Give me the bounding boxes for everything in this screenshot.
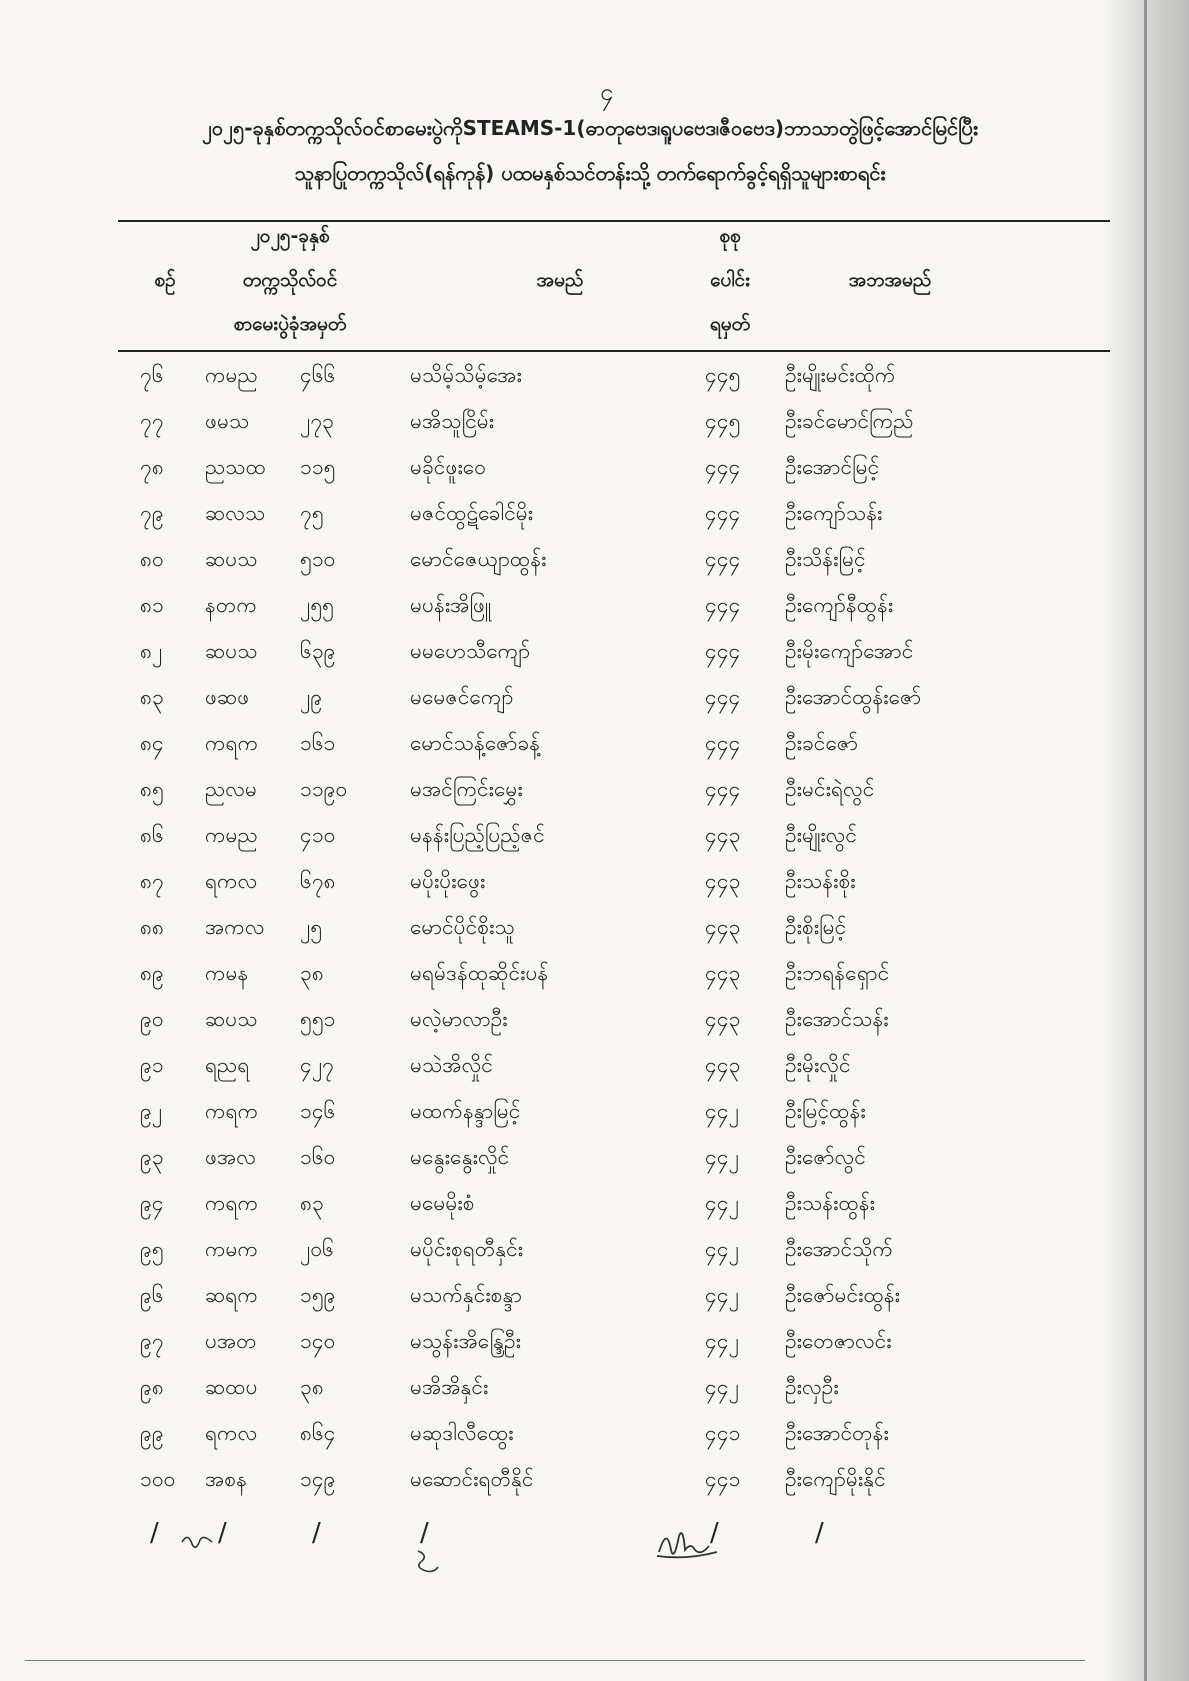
table-row [0,638,1189,684]
document-title-line-2: သူနာပြုတက္ကသိုလ်(ရန်ကုန်) ပထမနှစ်သင်တန်းသို့ တက်ရောက်ခွင့်ရရှိသူများစာရင်း [294,161,886,185]
cell-total-marks: ၄၄၁ [705,1467,741,1491]
cell-serial: ၉၅ [140,1237,164,1261]
cell-name: မသက်နှင်းစန္ဒာ [410,1283,522,1307]
cell-roll-number: ၄၂၇ [300,1053,334,1077]
cell-roll-code: ပအတ [205,1329,257,1353]
cell-roll-code: ဆပသ [205,547,258,571]
table-row [0,1006,1189,1052]
cell-father-name: ဦးဇော်မင်းထွန်း [785,1283,900,1307]
header-serial-no: စဉ် [154,269,176,291]
cell-name: မထက်နန္ဒာမြင့် [410,1099,521,1123]
cell-total-marks: ၄၄၄ [705,777,741,801]
cell-serial: ၉၈ [140,1375,164,1399]
cell-total-marks: ၄၄၂ [705,1329,739,1353]
cell-total-marks: ၄၄၃ [705,915,741,939]
table-row [0,454,1189,500]
handwritten-signature [655,1522,725,1562]
cell-total-marks: ၄၄၃ [705,869,741,893]
cell-roll-number: ၂၉ [300,685,323,709]
cell-roll-number: ၈၃ [300,1191,324,1215]
cell-roll-number: ၂၅ [300,915,323,939]
table-row [0,1374,1189,1420]
cell-name: မလဲ့မာလာဦး [410,1007,508,1031]
check-mark: / [815,1518,824,1548]
table-row [0,730,1189,776]
cell-name: မအိအိနှင်း [410,1375,489,1399]
cell-serial: ၁၀၀ [140,1467,176,1491]
cell-serial: ၇၉ [140,501,164,525]
cell-roll-number: ၆၃၉ [300,639,336,663]
cell-father-name: ဦးမြင့်ထွန်း [785,1099,866,1123]
cell-total-marks: ၄၄၂ [705,1191,739,1215]
cell-father-name: ဦးအောင်တုန်း [785,1421,889,1445]
cell-father-name: ဦးကျော်မိုးနိုင် [785,1467,886,1491]
initials-signature [180,1530,214,1552]
cell-serial: ၈၄ [140,731,164,755]
cell-name: မအိသူငြိမ်း [410,409,495,433]
header-roll-line-3: စာမေးပွဲခုံအမှတ် [233,313,347,335]
check-mark: / [218,1518,227,1548]
cell-total-marks: ၄၄၂ [705,1283,739,1307]
table-row [0,960,1189,1006]
table-row [0,1052,1189,1098]
cell-roll-code: ဆပသ [205,1007,258,1031]
cell-roll-code: ရကလ [205,869,258,893]
cell-roll-number: ၄၁၀ [300,823,336,847]
cell-roll-code: ဆပသ [205,639,258,663]
cell-total-marks: ၄၄၄ [705,501,741,525]
cell-father-name: ဦးကျော်နီထွန်း [785,593,894,617]
cell-roll-code: အစန [205,1467,247,1491]
cell-name: မပန်းအိဖြူ [410,593,492,617]
cell-father-name: ဦးသိန်းမြင့် [785,547,866,571]
cell-roll-number: ၂၇၃ [300,409,334,433]
header-name: အမည် [536,269,584,291]
cell-roll-code: ကရက [205,1191,259,1215]
header-marks-line-3: ရမှတ် [709,313,751,335]
cell-name: မသိမ့်သိမ့်အေး [410,363,522,387]
cell-name: မသဲအိလှိုင် [410,1053,493,1077]
cell-roll-number: ၅၁၀ [300,547,336,571]
cell-roll-code: ရကလ [205,1421,258,1445]
table-row [0,1190,1189,1236]
cell-total-marks: ၄၄၄ [705,455,741,479]
cell-father-name: ဦးမျိုးလွင် [785,823,857,847]
table-row [0,868,1189,914]
cell-roll-code: ဖမသ [205,409,250,433]
header-marks-line-1: စုစု [719,225,741,247]
cell-roll-number: ၁၄၉ [300,1467,336,1491]
cell-father-name: ဦးမျိုးမင်းထိုက် [785,363,896,387]
cell-roll-code: ကရက [205,731,259,755]
cell-name: မမေမိုးစံ [410,1191,475,1215]
table-row [0,1282,1189,1328]
cell-roll-number: ၂၅၅ [300,593,334,617]
table-row [0,1236,1189,1282]
cell-roll-number: ၈၆၄ [300,1421,336,1445]
check-mark: / [710,1518,719,1548]
cell-total-marks: ၄၄၂ [705,1237,739,1261]
cell-name: မဇင်ထွဋ်ခေါင်မိုး [410,501,534,525]
table-row [0,362,1189,408]
cell-roll-code: ညသထ [205,455,266,479]
cell-total-marks: ၄၄၄ [705,685,741,709]
cell-father-name: ဦးဘရန်ရှောင် [785,961,890,985]
cell-roll-number: ၄၆၆ [300,363,336,387]
page-number: ၄ [600,78,614,106]
cell-total-marks: ၄၄၄ [705,639,741,663]
cell-total-marks: ၄၄၄ [705,731,741,755]
cell-roll-number: ၁၆၀ [300,1145,336,1169]
cell-roll-number: ၃၈ [300,961,324,985]
cell-roll-number: ၁၁၉၀ [300,777,348,801]
cell-father-name: ဦးခင်ဇော် [785,731,858,755]
header-roll-line-2: တက္ကသိုလ်ဝင် [242,269,338,291]
cell-father-name: ဦးမိုးလှိုင် [785,1053,851,1077]
cell-serial: ၈၆ [140,823,164,847]
cell-name: မရမ်ဒန်ထုဆိုင်းပန် [410,961,549,985]
cell-roll-code: ကမည [205,363,258,387]
cell-father-name: ဦးလှဦး [785,1375,839,1399]
cell-roll-code: ရညရ [205,1053,250,1077]
cell-roll-number: ၃၈ [300,1375,324,1399]
cell-serial: ၈၅ [140,777,164,801]
table-row [0,592,1189,638]
cell-father-name: ဦးမင်းရဲလွင် [785,777,875,801]
cell-father-name: ဦးအောင်သိုက် [785,1237,893,1261]
cell-roll-code: ကရက [205,1099,259,1123]
cell-roll-code: ညလမ [205,777,257,801]
table-row [0,546,1189,592]
cell-roll-number: ၇၅ [300,501,324,525]
cell-serial: ၇၇ [140,409,164,433]
cell-father-name: ဦးဇော်လွင် [785,1145,866,1169]
cell-roll-code: ဖအလ [205,1145,256,1169]
cell-total-marks: ၄၄၅ [705,409,741,433]
cell-roll-code: ဖဆဖ [205,685,250,709]
cell-roll-code: အကလ [205,915,265,939]
cell-serial: ၇၈ [140,455,164,479]
bottom-edge-line [25,1660,1085,1661]
cell-father-name: ဦးမိုးကျော်အောင် [785,639,914,663]
cell-father-name: ဦးအောင်မြင့် [785,455,880,479]
cell-roll-code: ဆရက [205,1283,258,1307]
cell-roll-code: ကမည [205,823,258,847]
cell-total-marks: ၄၄၃ [705,961,741,985]
cell-name: မသွန်းအိန္ဒြေဦး [410,1329,521,1353]
cell-roll-code: ကမက [205,1237,259,1261]
check-mark: / [150,1518,159,1548]
table-header-rule [118,350,1110,352]
cell-father-name: ဦးသန်းစိုး [785,869,856,893]
table-row [0,1420,1189,1466]
cell-name: မခိုင်ဖူးဝေ [410,455,486,479]
cell-serial: ၉၂ [140,1099,163,1123]
cell-name: မဆုဒါလီထွေး [410,1421,514,1445]
cell-father-name: ဦးအောင်သန်း [785,1007,889,1031]
cell-roll-code: နတက [205,593,257,617]
cell-serial: ၉၆ [140,1283,164,1307]
table-top-rule [118,220,1110,222]
cell-name: မနွေးနွေးလှိုင် [410,1145,510,1169]
cell-roll-number: ၁၆၁ [300,731,336,755]
table-row [0,408,1189,454]
cell-serial: ၉၉ [140,1421,164,1445]
cell-father-name: ဦးခင်မောင်ကြည် [785,409,914,433]
check-mark: / [420,1518,429,1548]
cell-total-marks: ၄၄၄ [705,547,741,571]
cell-name: မောင်သန့်ဇော်ခန့် [410,731,541,755]
cell-name: မောင်ပိုင်စိုးသူ [410,915,515,939]
document-title-line-1: ၂၀၂၅-ခုနှစ်တက္ကသိုလ်ဝင်စာမေးပွဲကိုSTEAMS-1(ဓာတုဗေဒ၊ရူပဗေဒ၊ဇီဝဗေဒ)ဘာသာတွဲဖြင့်အောင်မြင်ပြီး [202,116,978,140]
check-mark: / [312,1518,321,1548]
table-row [0,776,1189,822]
table-row [0,684,1189,730]
cell-serial: ၉၄ [140,1191,164,1215]
table-row [0,1328,1189,1374]
cell-serial: ၉၃ [140,1145,164,1169]
cell-name: မောင်ဇေယျာထွန်း [410,547,547,571]
cell-serial: ၈၈ [140,915,164,939]
cell-serial: ၈၃ [140,685,164,709]
header-marks-line-2: ပေါင်း [710,269,750,291]
cell-name: မမဟေသီကျော် [410,639,531,663]
cell-roll-number: ၆၇၈ [300,869,336,893]
cell-father-name: ဦးတေဇာလင်း [785,1329,892,1353]
cell-serial: ၈၇ [140,869,164,893]
cell-total-marks: ၄၄၂ [705,1375,739,1399]
cell-roll-number: ၅၅၁ [300,1007,336,1031]
cell-name: မအင်ကြင်းမွှေး [410,777,523,801]
cell-total-marks: ၄၄၃ [705,823,741,847]
cell-roll-code: ကမန [205,961,249,985]
table-row [0,1466,1189,1512]
cell-name: မဆောင်းရတီနိုင် [410,1467,534,1491]
cell-name: မနန်းပြည့်ပြည့်ဇင် [410,823,545,847]
header-father-name: အဘအမည် [848,269,932,291]
cell-serial: ၉၀ [140,1007,164,1031]
cell-name: မပိုင်းစုရတီနှင်း [410,1237,524,1261]
table-row [0,822,1189,868]
table-row [0,914,1189,960]
cell-total-marks: ၄၄၂ [705,1145,739,1169]
cell-name: မပိုးပိုးဖွေး [410,869,486,893]
cell-serial: ၇၆ [140,363,164,387]
cell-serial: ၈၁ [140,593,164,617]
header-roll-line-1: ၂၀၂၅-ခုနှစ် [250,225,330,247]
cell-roll-code: ဆထပ [205,1375,258,1399]
table-row [0,1144,1189,1190]
cell-total-marks: ၄၄၄ [705,593,741,617]
cell-roll-number: ၁၁၅ [300,455,336,479]
cell-serial: ၉၇ [140,1329,164,1353]
cell-total-marks: ၄၄၁ [705,1421,741,1445]
cell-roll-number: ၁၅၉ [300,1283,336,1307]
cell-total-marks: ၄၄၅ [705,363,741,387]
cell-father-name: ဦးစိုးမြင့် [785,915,847,939]
cell-serial: ၈၂ [140,639,163,663]
cell-serial: ၈၉ [140,961,164,985]
initials-signature [412,1545,442,1581]
cell-name: မမေဇင်ကျော် [410,685,514,709]
cell-father-name: ဦးသန်းထွန်း [785,1191,875,1215]
cell-roll-number: ၁၄၀ [300,1329,336,1353]
cell-father-name: ဦးကျော်သန်း [785,501,883,525]
cell-total-marks: ၄၄၃ [705,1007,741,1031]
cell-roll-number: ၁၄၆ [300,1099,336,1123]
table-row [0,1098,1189,1144]
cell-serial: ၈၀ [140,547,164,571]
table-row [0,500,1189,546]
cell-father-name: ဦးအောင်ထွန်းဇော် [785,685,922,709]
cell-serial: ၉၁ [140,1053,164,1077]
cell-total-marks: ၄၄၃ [705,1053,741,1077]
cell-total-marks: ၄၄၂ [705,1099,739,1123]
cell-roll-number: ၂၀၆ [300,1237,334,1261]
cell-roll-code: ဆလသ [205,501,266,525]
